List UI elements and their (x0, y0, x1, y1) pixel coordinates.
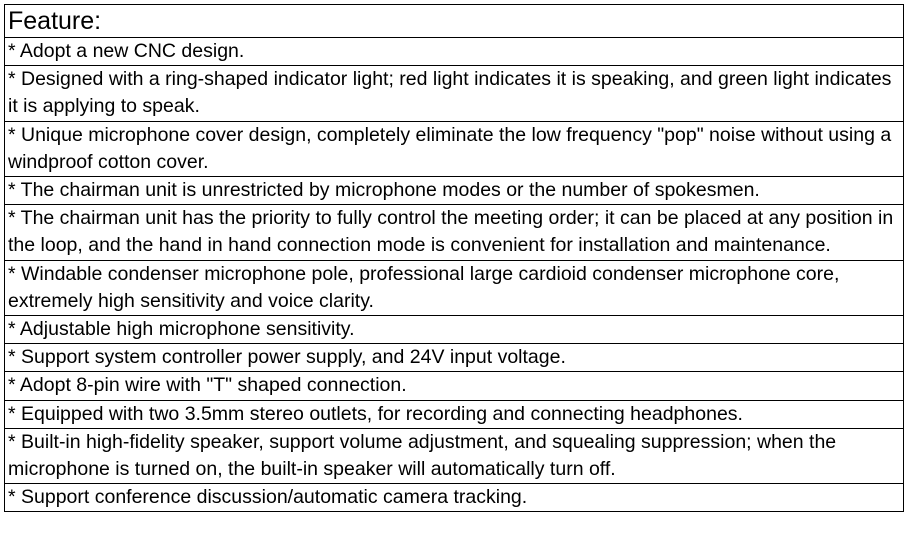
table-row (5, 344, 904, 372)
feature-item: * The chairman unit has the priority to fully control the meeting order; it can be placed at any position in the loop, and the hand in hand connection mode is convenient for installation and maintenance. (5, 205, 904, 260)
feature-heading: Feature: (5, 5, 904, 38)
feature-item: * Support system controller power supply, and 24V input voltage. (5, 344, 904, 372)
table-row (5, 484, 904, 512)
feature-item: * Equipped with two 3.5mm stereo outlets, for recording and connecting headphones. (5, 400, 904, 428)
feature-item: * Designed with a ring-shaped indicator light; red light indicates it is speaking, and green light indicates it is applying to speak. (5, 66, 904, 121)
feature-item: * The chairman unit is unrestricted by microphone modes or the number of spokesmen. (5, 177, 904, 205)
table-row (5, 372, 904, 400)
table-row (5, 38, 904, 66)
feature-table (4, 4, 904, 512)
table-row (5, 260, 904, 315)
table-row (5, 121, 904, 176)
feature-item: * Windable condenser microphone pole, professional large cardioid condenser microphone core, extremely high sensitivity and voice clarity. (5, 260, 904, 315)
table-row (5, 428, 904, 483)
table-row (5, 316, 904, 344)
table-row (5, 205, 904, 260)
feature-item: * Support conference discussion/automatic camera tracking. (5, 484, 904, 512)
table-row (5, 400, 904, 428)
table-row (5, 177, 904, 205)
feature-heading-row (5, 5, 904, 38)
feature-item: * Adjustable high microphone sensitivity. (5, 316, 904, 344)
feature-item: * Built-in high-fidelity speaker, support volume adjustment, and squealing suppression; when the microphone is turned on, the built-in speaker will automatically turn off. (5, 428, 904, 483)
feature-item: * Adopt a new CNC design. (5, 38, 904, 66)
feature-item: * Adopt 8-pin wire with "T" shaped connection. (5, 372, 904, 400)
table-row (5, 66, 904, 121)
feature-item: * Unique microphone cover design, completely eliminate the low frequency "pop" noise without using a windproof cotton cover. (5, 121, 904, 176)
